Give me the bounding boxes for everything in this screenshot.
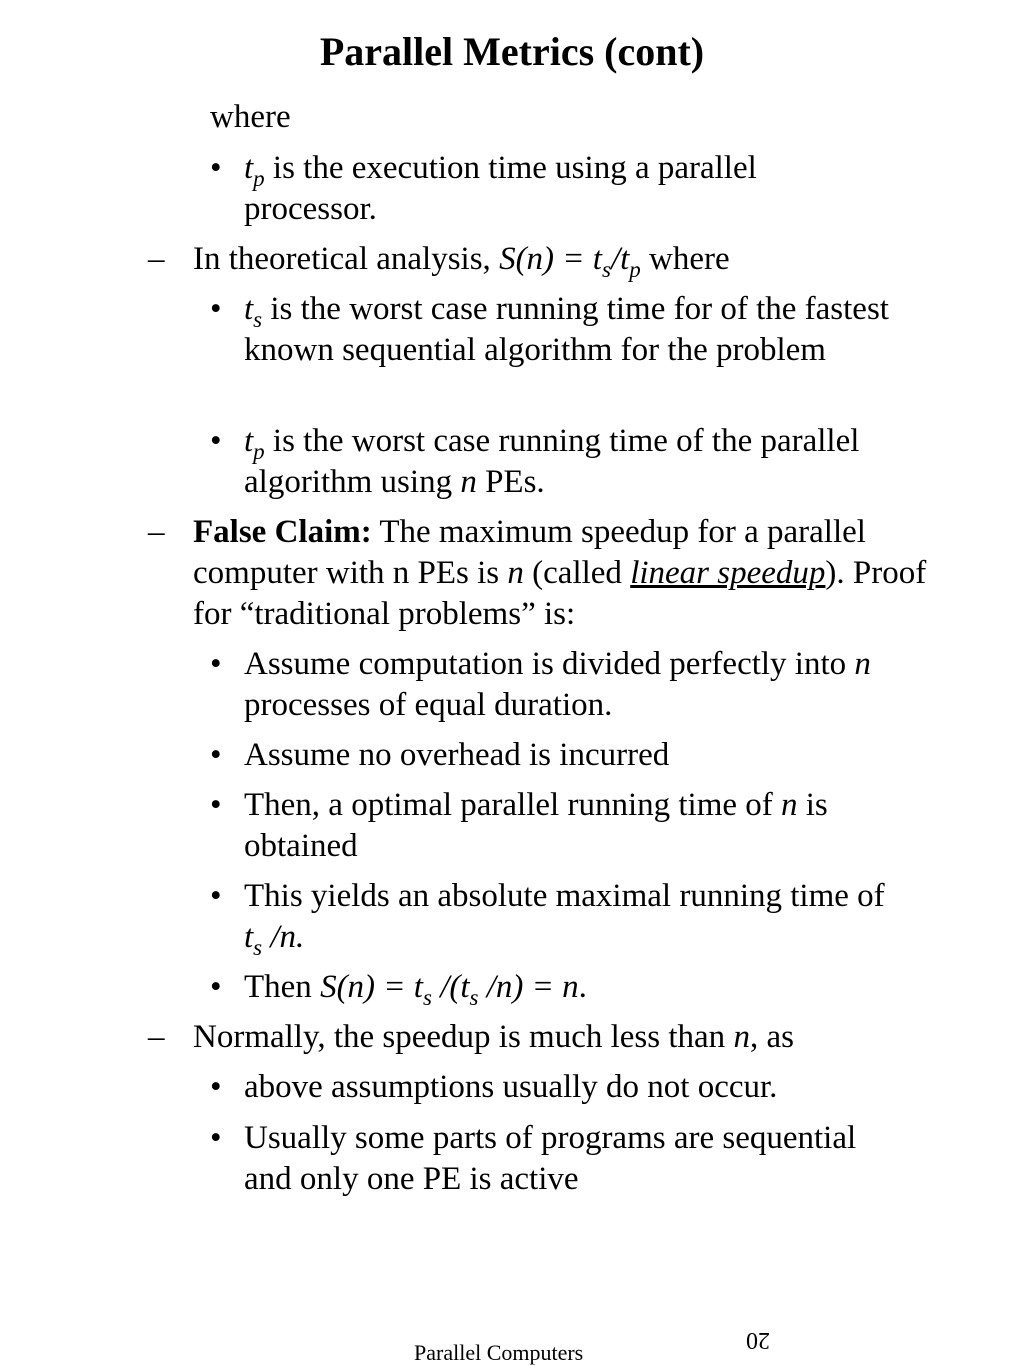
bullet-marker: • xyxy=(210,291,222,327)
page-number: 20 xyxy=(746,1327,770,1353)
dash-false-claim: – False Claim: The maximum speedup for a parallel computer with n PEs is n (called linear speedup). Proof for “traditional problems” is: xyxy=(148,514,927,632)
bullet-speedup-formula: • Then $S(n) = t_s$ $/(t_s$ /n) = n. xyxy=(210,969,587,1010)
linear-speedup-term: linear speedup xyxy=(630,555,826,591)
bullet-optimal-time: • Then, a optimal parallel running time of n is obtained xyxy=(210,787,828,864)
bullet-ts-definition: • $t_s$ is the worst case running time for of the fastest known sequential algorithm for the problem xyxy=(210,291,889,368)
bullet-marker: • xyxy=(210,423,222,459)
dash-normally: – Normally, the speedup is much less than n, as xyxy=(193,1017,928,1058)
dash-marker: – xyxy=(148,514,165,550)
false-claim-label: False Claim: xyxy=(193,514,372,550)
bullet-marker: • xyxy=(210,878,222,914)
dash-marker: – xyxy=(148,1019,165,1055)
footer-text: Parallel Computers xyxy=(414,1340,584,1365)
bullet-tp-definition: • $t_p$ is the worst case running time of the parallel algorithm using n PEs. xyxy=(210,423,860,500)
bullet-sequential-parts: • Usually some parts of programs are sequential and only one PE is active xyxy=(210,1120,857,1197)
bullet-marker: • xyxy=(210,1120,222,1156)
bullet-assume-no-overhead: • Assume no overhead is incurred xyxy=(244,735,894,776)
bullet-marker: • xyxy=(210,737,222,773)
bullet-assume-division: • Assume computation is divided perfectly into n processes of equal duration. xyxy=(210,646,871,723)
bullet-marker: • xyxy=(210,969,222,1005)
bullet-marker: • xyxy=(210,150,222,186)
bullet-marker: • xyxy=(210,787,222,823)
dash-theoretical-analysis: – In theoretical analysis, $S(n) = t_s/t_p$ where xyxy=(148,241,730,282)
bullet-tp-execution-time: • $t_p$ is the execution time using a parallel processor. xyxy=(210,150,757,227)
where-label: where xyxy=(210,99,291,135)
dash-marker: – xyxy=(148,241,165,277)
bullet-maximal-time: • This yields an absolute maximal running time of $t_s$ /n. xyxy=(210,878,885,960)
bullet-assumptions-fail: • above assumptions usually do not occur. xyxy=(244,1067,894,1108)
bullet-marker: • xyxy=(210,646,222,682)
slide-title: Parallel Metrics (cont) xyxy=(319,29,705,74)
bullet-marker: • xyxy=(210,1069,222,1105)
